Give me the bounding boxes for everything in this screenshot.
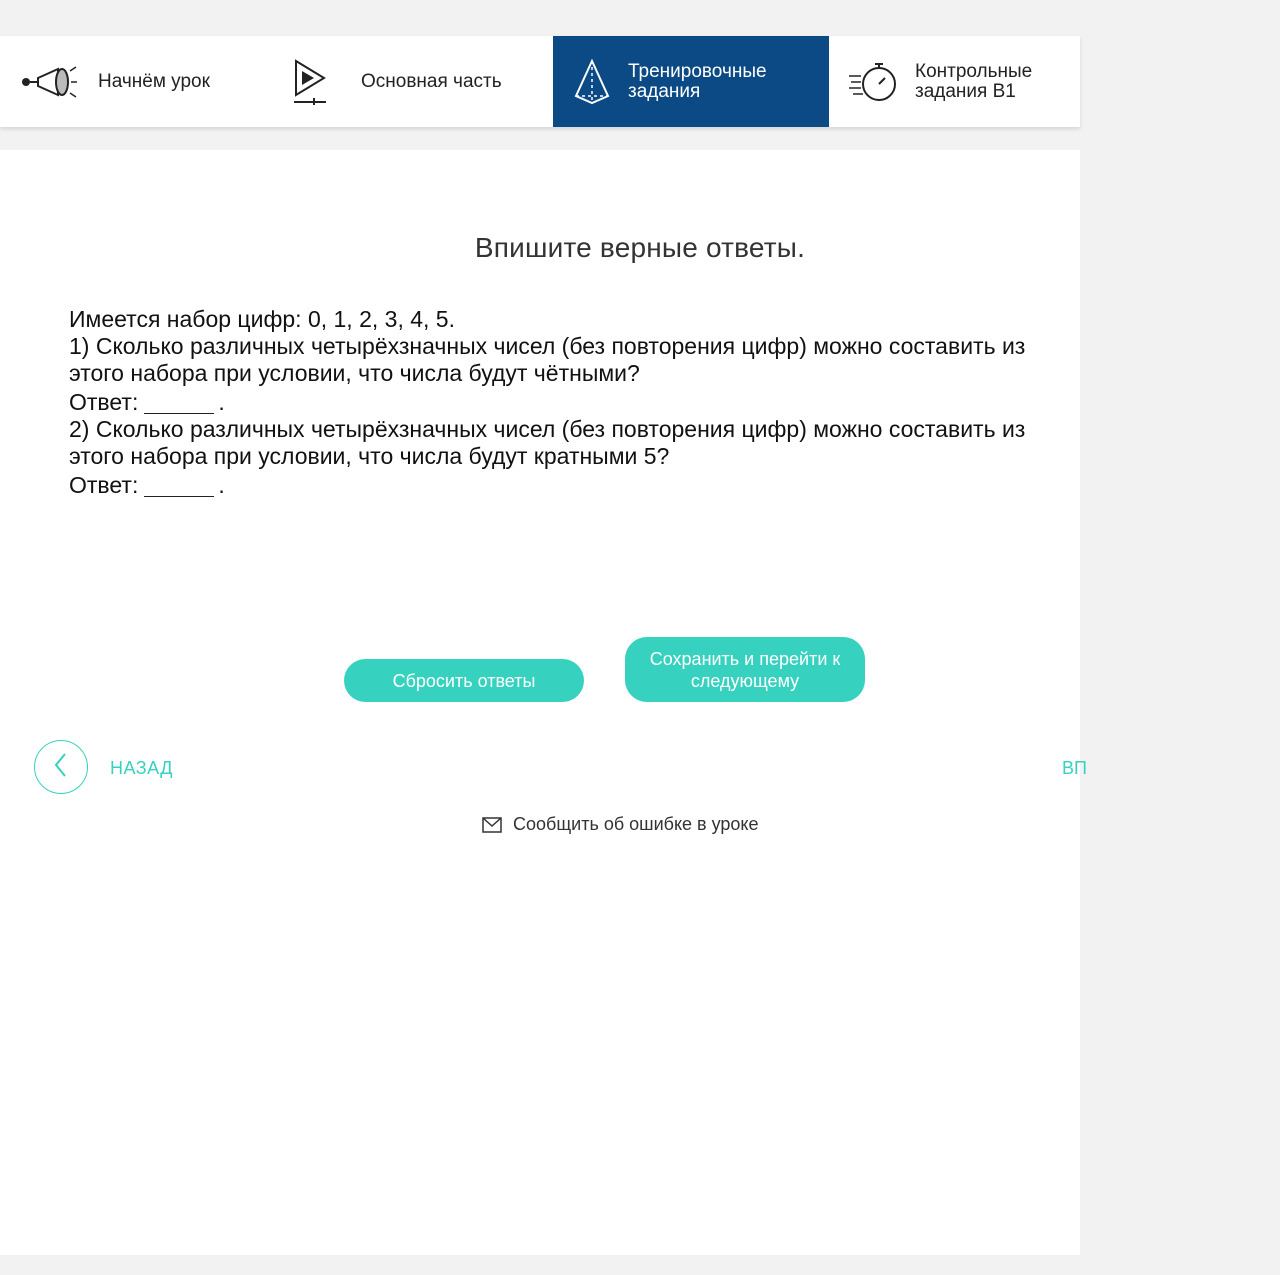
loudspeaker-icon [18,57,78,107]
tab-control-tasks-label: Контрольные задания В1 [915,60,1033,102]
reset-answers-button[interactable]: Сбросить ответы [344,659,584,702]
question-1: 1) Сколько различных четырёхзначных чисел (без повторения цифр) можно составить из этого набора при условии, что числа будут чётными? [69,333,1026,386]
task-panel [0,150,1087,1255]
task-body [69,306,1049,499]
answer-label-2: Ответ: [69,472,139,498]
save-and-next-button[interactable]: Сохранить и перейти к следующему [625,637,865,702]
task-intro: Имеется набор цифр: 0, 1, 2, 3, 4, 5. [69,306,455,332]
answer-input-2[interactable] [144,474,214,497]
play-icon [285,57,335,107]
tab-main-part[interactable] [265,36,553,127]
back-button[interactable] [34,740,88,794]
tab-training-tasks-label: Тренировочные задания [628,60,767,102]
envelope-icon [482,817,502,833]
chevron-left-icon [51,751,71,784]
lesson-navigation [0,36,1080,127]
answer-terminator-2: . [218,472,225,498]
report-error-label: Сообщить об ошибке в уроке [513,814,759,834]
tab-start-lesson-label: Начнём урок [98,70,210,92]
back-link[interactable]: НАЗАД [110,758,173,778]
answer-row-1 [69,387,1049,416]
answer-input-1[interactable] [144,391,214,414]
tab-control-tasks[interactable] [829,36,1080,127]
report-error-link[interactable] [482,814,759,835]
tab-training-tasks[interactable] [553,36,829,127]
tab-start-lesson[interactable] [0,36,265,127]
pyramid-icon [567,57,617,107]
answer-row-2 [69,470,1049,499]
question-2: 2) Сколько различных четырёхзначных чисел (без повторения цифр) можно составить из этого набора при условии, что числа будут кратными 5? [69,416,1026,469]
answer-terminator-1: . [218,389,225,415]
tab-main-part-label: Основная часть [361,70,502,92]
stopwatch-icon [847,57,903,107]
answer-label-1: Ответ: [69,389,139,415]
forward-link[interactable]: ВП [1062,758,1087,778]
page-title: Впишите верные ответы. [474,232,806,263]
